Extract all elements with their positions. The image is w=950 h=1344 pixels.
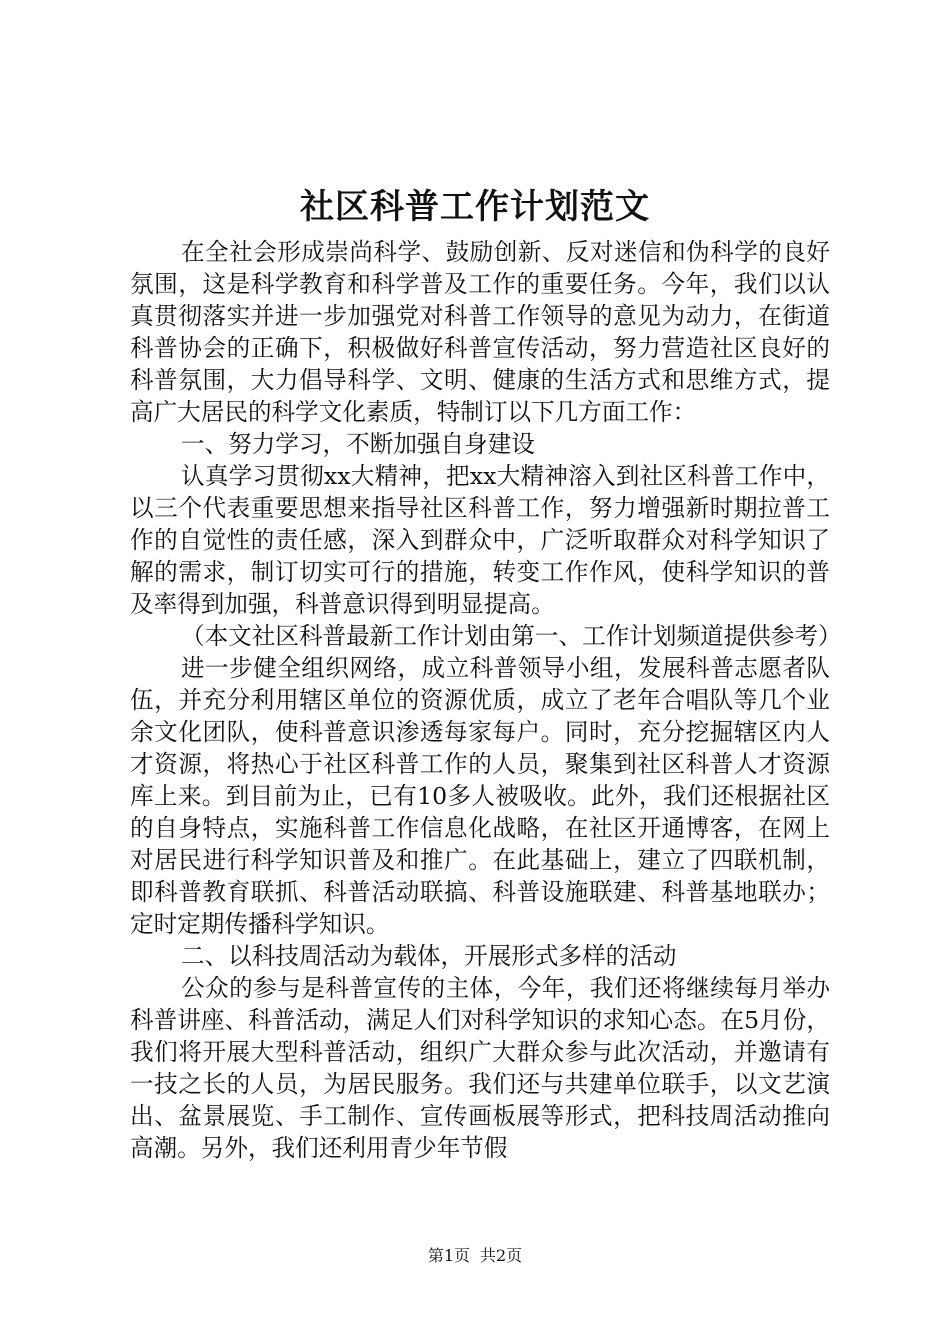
paragraph-source-note: （本文社区科普最新工作计划由第一、工作计划频道提供参考） bbox=[181, 622, 842, 650]
page-footer bbox=[0, 1245, 950, 1267]
paragraph-intro: 在全社会形成崇尚科学、鼓励创新、反对迷信和伪科学的良好氛围，这是科学教育和科学普及工作的重要任务。今年，我们以认真贯彻落实并进一步加强党对科普工作领导的意见为动力，在街道科普协会的正确下，积极做好科普宣传活动，努力营造社区良好的科普氛围，大力倡导科学、文明、健康的生活方式和思维方式，提高广大居民的科学文化素质，特制订以下几方面工作： bbox=[130, 238, 830, 426]
document-body bbox=[130, 236, 842, 1164]
page-number: 第1页 bbox=[427, 1246, 470, 1265]
section-heading-1: 一、努力学习，不断加强自身建设 bbox=[181, 430, 535, 458]
section-heading-2: 二、以科技周活动为载体，开展形式多样的活动 bbox=[181, 942, 677, 970]
page-total: 共2页 bbox=[480, 1246, 523, 1265]
document-title: 社区科普工作计划范文 bbox=[300, 187, 650, 227]
paragraph-study: 认真学习贯彻xx大精神，把xx大精神溶入到社区科普工作中，以三个代表重要思想来指导社区科普工作，努力增强新时期拉普工作的自觉性的责任感，深入到群众中，广泛听取群众对科学知识了解的需求，制订切实可行的措施，转变工作作风，使科学知识的普及率得到加强，科普意识得到明显提高。 bbox=[130, 462, 830, 618]
paragraph-organization: 进一步健全组织网络，成立科普领导小组，发展科普志愿者队伍，并充分利用辖区单位的资源优质，成立了老年合唱队等几个业余文化团队，使科普意识渗透每家每户。同时，充分挖掘辖区内人才资源，将热心于社区科普工作的人员，聚集到社区科普人才资源库上来。到目前为止，已有10多人被吸收。此外，我们还根据社区的自身特点，实施科普工作信息化战略，在社区开通博客，在网上对居民进行科学知识普及和推广。在此基础上，建立了四联机制，即科普教育联抓、科普活动联搞、科普设施联建、科普基地联办；定时定期传播科学知识。 bbox=[130, 654, 830, 938]
paragraph-activities: 公众的参与是科普宣传的主体，今年，我们还将继续每月举办科普讲座、科普活动，满足人们对科学知识的求知心态。在5月份，我们将开展大型科普活动，组织广大群众参与此次活动，并邀请有一技之长的人员，为居民服务。我们还与共建单位联手，以文艺演出、盆景展览、手工制作、宣传画板展等形式，把科技周活动推向高潮。另外，我们还利用青少年节假 bbox=[130, 974, 830, 1162]
